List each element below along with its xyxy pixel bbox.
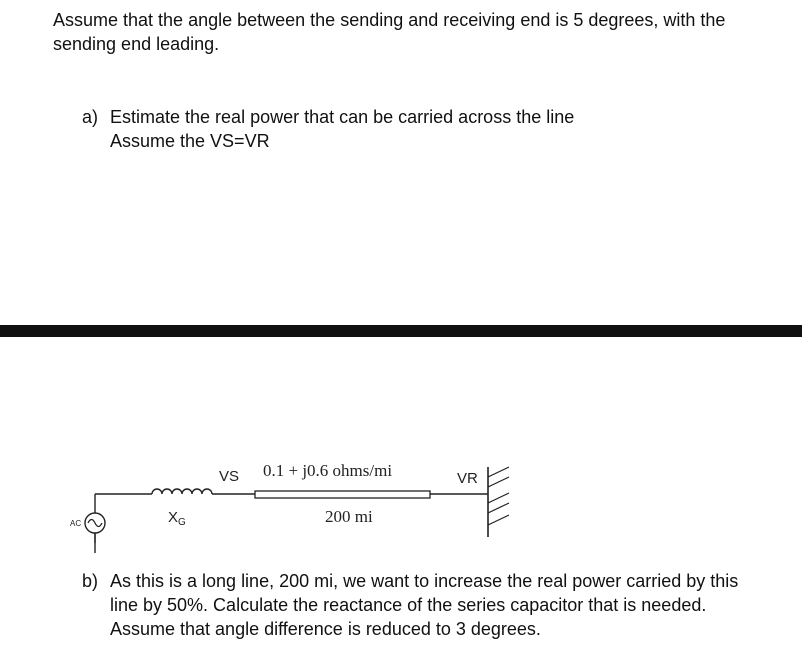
impedance-label: 0.1 + j0.6 ohms/mi [263, 461, 393, 480]
question-a [82, 105, 574, 153]
question-b [82, 569, 797, 641]
question-a-marker: a) [82, 107, 99, 127]
question-b-line2: line by 50%. Calculate the reactance of the series capacitor that is needed. [110, 595, 707, 615]
black-divider-bar [0, 325, 802, 337]
question-b-marker: b) [82, 571, 99, 591]
circuit-diagram [0, 455, 540, 555]
ac-source-label: AC [70, 519, 82, 528]
xg-label: $X_G$ [168, 509, 186, 528]
vr-label: VR [457, 470, 478, 487]
question-a-line2: Assume the VS=VR [110, 131, 270, 151]
line-length-label: 200 mi [325, 507, 373, 526]
vs-label: VS [219, 468, 240, 485]
question-b-line3: Assume that angle difference is reduced to 3 degrees. [110, 619, 541, 639]
infinite-bus-hatch-icon [488, 467, 509, 525]
intro-text: Assume that the angle between the sending and receiving end is 5 degrees, with the sending end leading. [53, 10, 726, 54]
inductor-xg-icon [152, 489, 212, 494]
question-a-line1: Estimate the real power that can be carried across the line [110, 107, 575, 127]
transmission-line-icon [255, 491, 430, 498]
question-b-line1: As this is a long line, 200 mi, we want to increase the real power carried by this [110, 571, 739, 591]
